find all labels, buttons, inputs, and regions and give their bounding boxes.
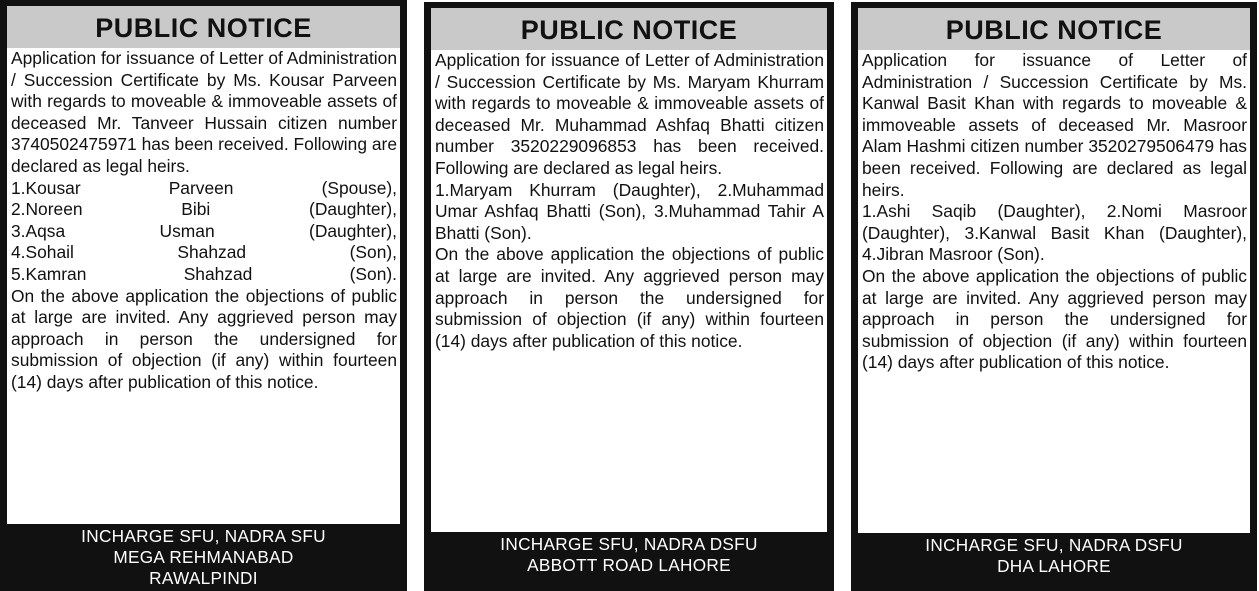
heir-item: 3.Aqsa Usman (Daughter), (11, 220, 397, 241)
public-notice-1 (0, 0, 407, 591)
heir-item: 5.Kamran Shahzad (Son). (11, 263, 397, 284)
footer-line: RAWALPINDI (149, 568, 258, 588)
footer-line: INCHARGE SFU, NADRA DSFU (500, 534, 758, 554)
notice-objection: On the above application the objections of public at large are invited. Any aggrieved person may approach in person the undersigned for submission of objection (if any) within fourteen (14) days after publication of this notice. (862, 265, 1247, 373)
public-notice-3 (851, 2, 1257, 591)
heir-item: 4.Sohail Shahzad (Son), (11, 242, 397, 263)
heirs-list (11, 178, 397, 286)
heirs-list: 1.Maryam Khurram (Daughter), 2.Muhammad Umar Ashfaq Bhatti (Son), 3.Muhammad Tahir A Bhatti (Son). (435, 179, 824, 243)
notice-intro: Application for issuance of Letter of Administration / Succession Certificate by Ms. Kanwal Basit Khan with regards to moveable & immoveable assets of deceased Mr. Masroor Alam Hashmi citizen number 3520279506479 has been received. Following are declared as legal heirs. (862, 50, 1247, 200)
notice-objection: On the above application the objections of public at large are invited. Any aggrieved person may approach in person the undersigned for submission of objection (if any) within fourteen (14) days after publication of this notice. (11, 285, 397, 392)
notice-footer (7, 524, 400, 591)
heirs-list: 1.Ashi Saqib (Daughter), 2.Nomi Masroor (Daughter), 3.Kanwal Basit Khan (Daughter), 4.Jibran Masroor (Son). (862, 201, 1247, 265)
notice-body (858, 50, 1250, 533)
notice-heading: PUBLIC NOTICE (7, 6, 400, 48)
notice-intro: Application for issuance of Letter of Administration / Succession Certificate by Ms. Maryam Khurram with regards to moveable & immoveable assets of deceased Mr. Muhammad Ashfaq Bhatti citizen number 3520229096853 has been received. Following are declared as legal heirs. (435, 50, 824, 178)
footer-line: INCHARGE SFU, NADRA SFU (81, 526, 326, 546)
notice-body (431, 50, 827, 532)
public-notice-2 (424, 2, 834, 591)
notice-body (7, 48, 400, 524)
notice-footer (431, 532, 827, 591)
footer-line: ABBOTT ROAD LAHORE (527, 555, 731, 575)
heir-item: 1.Kousar Parveen (Spouse), (11, 177, 397, 198)
notice-heading: PUBLIC NOTICE (431, 8, 827, 50)
footer-line: DHA LAHORE (997, 556, 1111, 576)
notice-heading: PUBLIC NOTICE (858, 8, 1250, 50)
notice-objection: On the above application the objections of public at large are invited. Any aggrieved person may approach in person the undersigned for submission of objection (if any) within fourteen (14) days after publication of this notice. (435, 244, 824, 351)
footer-line: MEGA REHMANABAD (113, 547, 294, 567)
notice-intro: Application for issuance of Letter of Administration / Succession Certificate by Ms. Kousar Parveen with regards to moveable & immoveable assets of deceased Mr. Tanveer Hussain citizen number 3740502475971 has been received. Following are declared as legal heirs. (11, 48, 397, 176)
footer-line: INCHARGE SFU, NADRA DSFU (925, 535, 1183, 555)
notice-footer (858, 533, 1250, 591)
heir-item: 2.Noreen Bibi (Daughter), (11, 199, 397, 220)
